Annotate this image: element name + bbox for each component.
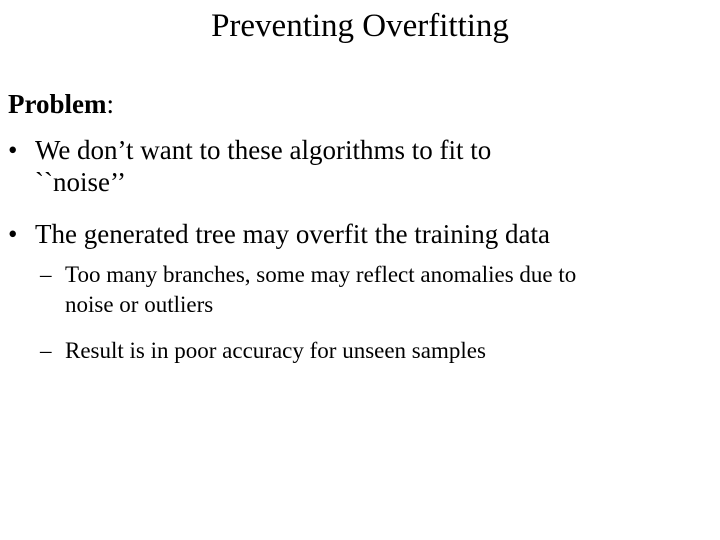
sub-bullet-text-line: noise or outliers — [65, 292, 214, 317]
sub-bullet-text: Result is in poor accuracy for unseen samples — [65, 338, 486, 363]
sub-bullet-item — [40, 260, 712, 320]
bullet-text-line: ``noise’’ — [35, 167, 126, 197]
sub-bullet-text — [40, 260, 712, 320]
bullet-item — [8, 134, 708, 198]
sub-bullet-marker: – — [40, 338, 52, 363]
bullet-marker: • — [8, 135, 18, 165]
problem-label: Problem — [8, 89, 107, 119]
bullet-text — [8, 134, 708, 198]
bullet-item — [8, 218, 708, 250]
slide-title: Preventing Overfitting — [211, 8, 509, 44]
sub-bullet-marker: – — [40, 262, 52, 287]
bullet-marker: • — [8, 219, 18, 249]
sub-bullet-text-line: Too many branches, some may reflect anomalies due to — [65, 262, 577, 287]
sub-bullet-item — [40, 336, 712, 366]
bullet-text-line: We don’t want to these algorithms to fit to — [35, 135, 492, 165]
bullet-text: The generated tree may overfit the training data — [35, 219, 551, 249]
problem-heading — [8, 86, 114, 122]
problem-colon: : — [106, 89, 114, 119]
